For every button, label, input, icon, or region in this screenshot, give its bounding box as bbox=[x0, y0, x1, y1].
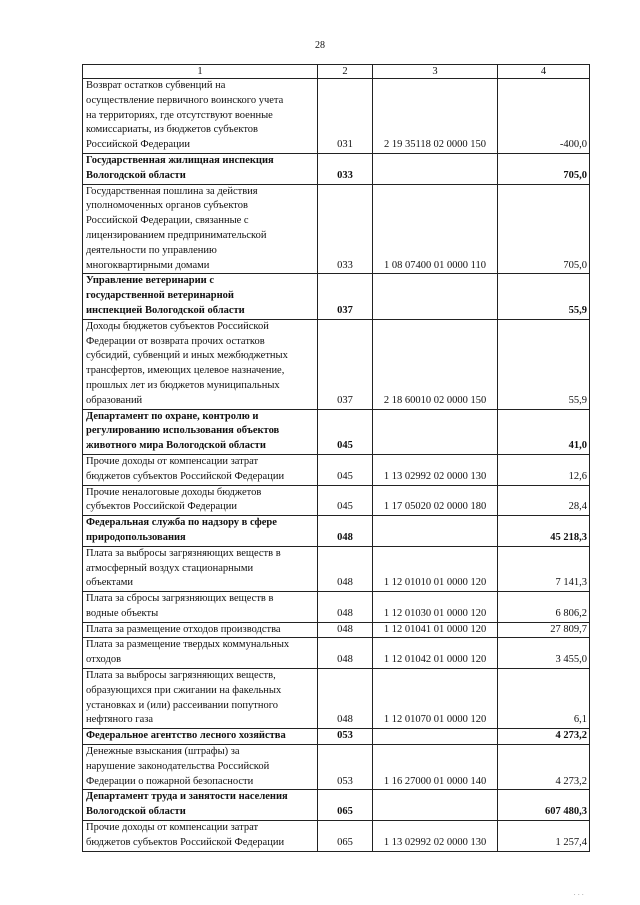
table-row bbox=[83, 184, 590, 274]
row-name-cell: Департамент труда и занятости населения Вологодской области bbox=[83, 790, 318, 821]
row-code-cell: 048 bbox=[318, 546, 373, 591]
table-row bbox=[83, 821, 590, 852]
table-row bbox=[83, 319, 590, 409]
table-row bbox=[83, 485, 590, 516]
row-kbk-cell: 1 12 01041 01 0000 120 bbox=[373, 622, 498, 638]
row-name-cell: Возврат остатков субвенций на осуществление первичного воинского учета на территориях, где отсутствуют военные комиссариаты, из бюджетов субъектов Российской Федерации bbox=[83, 79, 318, 154]
row-kbk-cell bbox=[373, 516, 498, 547]
row-amount-cell: 3 455,0 bbox=[498, 638, 590, 669]
row-name-cell: Плата за выбросы загрязняющих веществ, образующихся при сжигании на факельных установках и (или) рассеивании попутного нефтяного газа bbox=[83, 669, 318, 729]
row-code-cell: 033 bbox=[318, 184, 373, 274]
table-row-organization bbox=[83, 729, 590, 745]
row-kbk-cell: 1 08 07400 01 0000 110 bbox=[373, 184, 498, 274]
row-name-cell: Федеральное агентство лесного хозяйства bbox=[83, 729, 318, 745]
row-code-cell: 065 bbox=[318, 790, 373, 821]
row-code-cell: 048 bbox=[318, 592, 373, 623]
row-kbk-cell bbox=[373, 274, 498, 319]
row-code-cell: 037 bbox=[318, 319, 373, 409]
row-amount-cell: 607 480,3 bbox=[498, 790, 590, 821]
row-name-cell: Прочие доходы от компенсации затрат бюджетов субъектов Российской Федерации bbox=[83, 454, 318, 485]
row-code-cell: 065 bbox=[318, 821, 373, 852]
row-amount-cell: 4 273,2 bbox=[498, 745, 590, 790]
row-kbk-cell: 1 16 27000 01 0000 140 bbox=[373, 745, 498, 790]
row-amount-cell: 7 141,3 bbox=[498, 546, 590, 591]
row-name-cell: Доходы бюджетов субъектов Российской Федерации от возврата прочих остатков субсидий, субвенций и иных межбюджетных трансфертов, имеющих целевое назначение, прошлых лет из бюджетов муниципальных образований bbox=[83, 319, 318, 409]
table-row bbox=[83, 546, 590, 591]
table-row bbox=[83, 622, 590, 638]
row-code-cell: 048 bbox=[318, 638, 373, 669]
row-name-cell: Департамент по охране, контролю и регулированию использования объектов животного мира Вологодской области bbox=[83, 409, 318, 454]
row-kbk-cell bbox=[373, 729, 498, 745]
row-name-cell: Государственная пошлина за действия уполномоченных органов субъектов Российской Федерации, связанные с лицензированием предпринимательской деятельности по управлению многоквартирными домами bbox=[83, 184, 318, 274]
row-amount-cell: 55,9 bbox=[498, 274, 590, 319]
row-code-cell: 045 bbox=[318, 454, 373, 485]
table-header-row bbox=[83, 65, 590, 79]
table-row-organization bbox=[83, 274, 590, 319]
table-row-organization bbox=[83, 516, 590, 547]
row-name-cell: Плата за размещение твердых коммунальных отходов bbox=[83, 638, 318, 669]
row-amount-cell: 27 809,7 bbox=[498, 622, 590, 638]
row-kbk-cell: 2 18 60010 02 0000 150 bbox=[373, 319, 498, 409]
table-row bbox=[83, 745, 590, 790]
header-col-2: 2 bbox=[318, 65, 373, 79]
row-name-cell: Государственная жилищная инспекция Вологодской области bbox=[83, 153, 318, 184]
row-code-cell: 045 bbox=[318, 409, 373, 454]
row-amount-cell: 28,4 bbox=[498, 485, 590, 516]
row-kbk-cell: 1 17 05020 02 0000 180 bbox=[373, 485, 498, 516]
row-kbk-cell: 1 13 02992 02 0000 130 bbox=[373, 454, 498, 485]
row-code-cell: 033 bbox=[318, 153, 373, 184]
row-name-cell: Управление ветеринарии с государственной ветеринарной инспекцией Вологодской области bbox=[83, 274, 318, 319]
table-row bbox=[83, 79, 590, 154]
row-name-cell: Денежные взыскания (штрафы) за нарушение законодательства Российской Федерации о пожарной безопасности bbox=[83, 745, 318, 790]
row-name-cell: Плата за сбросы загрязняющих веществ в водные объекты bbox=[83, 592, 318, 623]
row-kbk-cell bbox=[373, 153, 498, 184]
row-code-cell: 045 bbox=[318, 485, 373, 516]
row-name-cell: Прочие неналоговые доходы бюджетов субъектов Российской Федерации bbox=[83, 485, 318, 516]
row-name-cell: Плата за выбросы загрязняющих веществ в атмосферный воздух стационарными объектами bbox=[83, 546, 318, 591]
row-code-cell: 053 bbox=[318, 729, 373, 745]
row-kbk-cell: 1 12 01070 01 0000 120 bbox=[373, 669, 498, 729]
row-amount-cell: 41,0 bbox=[498, 409, 590, 454]
row-kbk-cell: 1 13 02992 02 0000 130 bbox=[373, 821, 498, 852]
row-kbk-cell: 1 12 01010 01 0000 120 bbox=[373, 546, 498, 591]
row-name-cell: Плата за размещение отходов производства bbox=[83, 622, 318, 638]
row-code-cell: 048 bbox=[318, 516, 373, 547]
table-row-organization bbox=[83, 153, 590, 184]
row-amount-cell: 4 273,2 bbox=[498, 729, 590, 745]
row-name-cell: Федеральная служба по надзору в сфере природопользования bbox=[83, 516, 318, 547]
row-amount-cell: 6 806,2 bbox=[498, 592, 590, 623]
row-code-cell: 053 bbox=[318, 745, 373, 790]
row-amount-cell: 1 257,4 bbox=[498, 821, 590, 852]
table-row bbox=[83, 669, 590, 729]
header-col-1: 1 bbox=[83, 65, 318, 79]
row-code-cell: 037 bbox=[318, 274, 373, 319]
row-amount-cell: 705,0 bbox=[498, 184, 590, 274]
table-row bbox=[83, 592, 590, 623]
table-row bbox=[83, 454, 590, 485]
row-amount-cell: 45 218,3 bbox=[498, 516, 590, 547]
table-row bbox=[83, 638, 590, 669]
row-amount-cell: -400,0 bbox=[498, 79, 590, 154]
row-kbk-cell: 2 19 35118 02 0000 150 bbox=[373, 79, 498, 154]
table-body bbox=[83, 65, 590, 852]
table-row-organization bbox=[83, 790, 590, 821]
row-amount-cell: 55,9 bbox=[498, 319, 590, 409]
row-kbk-cell bbox=[373, 409, 498, 454]
scan-mark: · · · bbox=[573, 891, 584, 899]
row-amount-cell: 705,0 bbox=[498, 153, 590, 184]
header-col-3: 3 bbox=[373, 65, 498, 79]
row-kbk-cell: 1 12 01042 01 0000 120 bbox=[373, 638, 498, 669]
table-row-organization bbox=[83, 409, 590, 454]
row-kbk-cell bbox=[373, 790, 498, 821]
row-name-cell: Прочие доходы от компенсации затрат бюджетов субъектов Российской Федерации bbox=[83, 821, 318, 852]
row-code-cell: 031 bbox=[318, 79, 373, 154]
revenue-table bbox=[82, 64, 590, 852]
row-code-cell: 048 bbox=[318, 622, 373, 638]
header-col-4: 4 bbox=[498, 65, 590, 79]
row-amount-cell: 6,1 bbox=[498, 669, 590, 729]
row-amount-cell: 12,6 bbox=[498, 454, 590, 485]
row-code-cell: 048 bbox=[318, 669, 373, 729]
page-number: 28 bbox=[315, 40, 325, 51]
row-kbk-cell: 1 12 01030 01 0000 120 bbox=[373, 592, 498, 623]
